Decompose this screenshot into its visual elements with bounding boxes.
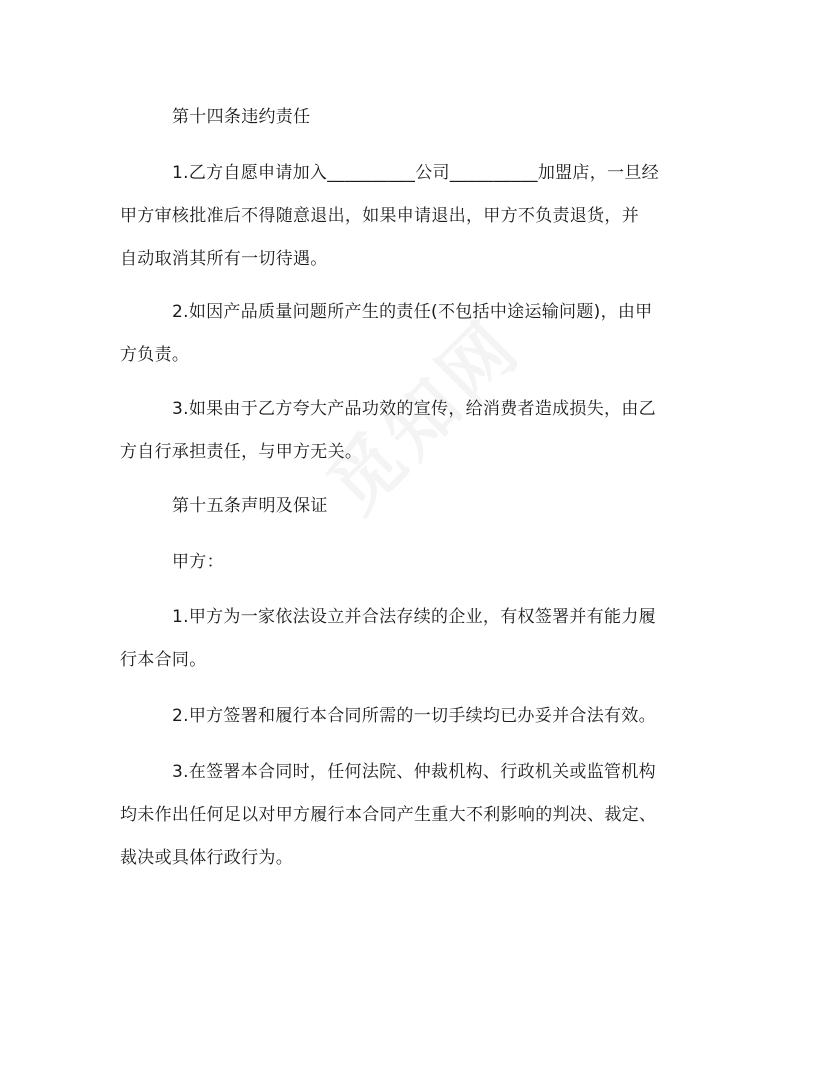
article-14-clause-1-line-3: 自动取消其所有一切待遇。 [120, 249, 328, 269]
article-15-heading: 第十五条声明及保证 [172, 496, 328, 516]
party-a-label: 甲方： [172, 552, 224, 572]
article-15-clause-3-line-2: 均未作出任何足以对甲方履行本合同产生重大不利影响的判决、裁定、 [120, 805, 657, 825]
article-14-clause-3-line-2: 方自行承担责任，与甲方无关。 [120, 442, 363, 462]
article-15-clause-3-line-3: 裁决或具体行政行为。 [120, 848, 293, 868]
article-14-heading: 第十四条违约责任 [172, 107, 311, 127]
article-14-clause-1-line-2: 甲方审核批准后不得随意退出，如果申请退出，甲方不负责退货，并 [120, 206, 639, 226]
article-14-clause-1-line-1: 1.乙方自愿申请加入__________公司__________加盟店，一旦经 [172, 163, 659, 183]
article-15-clause-2-line-1: 2.甲方签署和履行本合同所需的一切手续均已办妥并合法有效。 [172, 706, 656, 726]
article-15-clause-1-line-2: 行本合同。 [120, 650, 207, 670]
article-14-clause-3-line-1: 3.如果由于乙方夸大产品功效的宣传，给消费者造成损失，由乙 [172, 399, 656, 419]
article-14-clause-2-line-1: 2.如因产品质量问题所产生的责任(不包括中途运输问题)，由甲 [172, 302, 653, 322]
article-14-clause-2-line-2: 方负责。 [120, 345, 190, 365]
article-15-clause-1-line-1: 1.甲方为一家依法设立并合法存续的企业，有权签署并有能力履 [172, 607, 656, 627]
article-15-clause-3-line-1: 3.在签署本合同时，任何法院、仲裁机构、行政机关或监管机构 [172, 762, 656, 782]
